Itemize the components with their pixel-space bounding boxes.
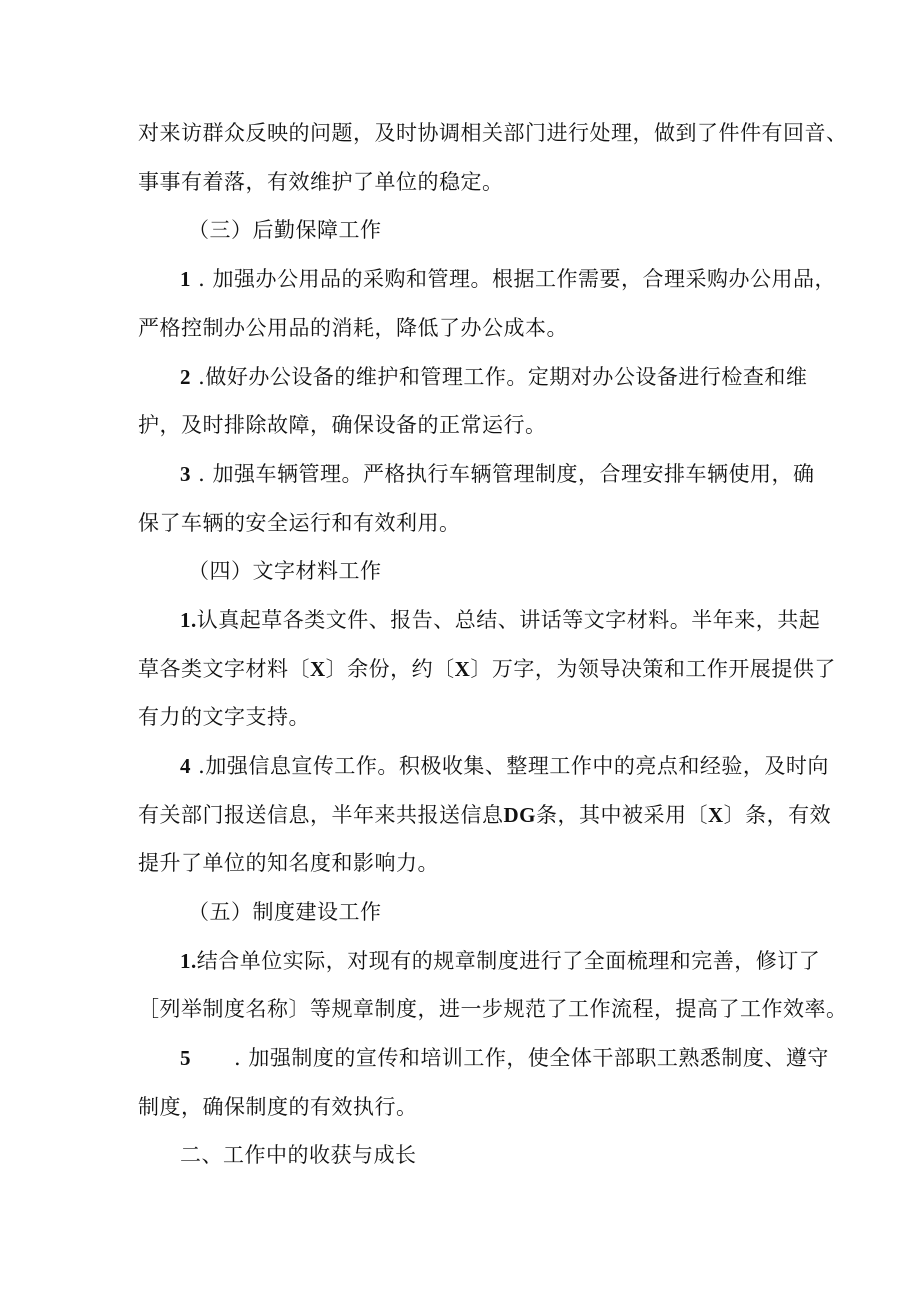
text-span: 条，其中被采用〔 xyxy=(536,803,708,827)
item-number: 4 xyxy=(180,754,191,778)
text-line xyxy=(138,410,547,440)
text-line xyxy=(138,800,831,830)
text-span: 草各类文字材料〔 xyxy=(138,657,310,681)
text-span: 〕万字，为领导决策和工作开展提供了 xyxy=(470,657,836,681)
text-span: .做好办公设备的维护和管理工作。定期对办公设备进行检查和维 xyxy=(191,365,808,389)
text-line xyxy=(138,654,836,684)
text-span: .加强信息宣传工作。积极收集、整理工作中的亮点和经验，及时向 xyxy=(191,754,829,778)
text-span: 〕条，有效 xyxy=(723,803,832,827)
text-span: 有力的文字支持。 xyxy=(138,705,310,729)
text-span: 认真起草各类文件、报告、总结、讲话等文字材料。半年来，共起 xyxy=(196,608,821,632)
text-line xyxy=(180,751,829,781)
text-line xyxy=(180,605,820,635)
placeholder-x: X xyxy=(708,803,724,827)
text-span: 保了车辆的安全运行和有效利用。 xyxy=(138,511,461,535)
chapter-heading xyxy=(180,1140,417,1170)
text-span: 护，及时排除故障，确保设备的正常运行。 xyxy=(138,413,547,437)
text-span: 严格控制办公用品的消耗，降低了办公成本。 xyxy=(138,316,568,340)
text-span: （四）文字材料工作 xyxy=(188,559,382,583)
placeholder-dg: DG xyxy=(503,803,536,827)
item-number: 5 xyxy=(180,1046,191,1070)
section-heading xyxy=(188,897,382,927)
text-line xyxy=(138,118,848,148)
text-line xyxy=(138,994,848,1024)
text-span: （五）制度建设工作 xyxy=(188,900,382,924)
item-number: 2 xyxy=(180,365,191,389)
text-line xyxy=(180,362,807,392)
text-line xyxy=(180,1043,829,1073)
text-line xyxy=(138,1092,418,1122)
text-line xyxy=(138,313,568,343)
text-span: 〕余份，约〔 xyxy=(325,657,455,681)
text-span: 事事有着落，有效维护了单位的稳定。 xyxy=(138,170,504,194)
section-heading xyxy=(188,215,382,245)
text-line xyxy=(180,946,820,976)
text-span: . 加强制度的宣传和培训工作，使全体干部职工熟悉制度、遵守 xyxy=(191,1046,829,1070)
text-span: 提升了单位的知名度和影响力。 xyxy=(138,851,439,875)
item-number: 3 xyxy=(180,462,191,486)
item-number: 1. xyxy=(180,608,197,632)
text-line xyxy=(138,508,461,538)
text-span: 结合单位实际，对现有的规章制度进行了全面梳理和完善，修订了 xyxy=(196,949,821,973)
section-heading xyxy=(188,556,382,586)
text-line xyxy=(180,459,815,489)
text-line xyxy=(138,848,439,878)
text-span: （三）后勤保障工作 xyxy=(188,218,382,242)
item-number: 1 xyxy=(180,267,191,291)
text-span: 制度，确保制度的有效执行。 xyxy=(138,1095,418,1119)
text-span: 对来访群众反映的问题，及时协调相关部门进行处理，做到了件件有回音、 xyxy=(138,121,848,145)
text-line xyxy=(180,264,836,294)
item-number: 1. xyxy=(180,949,197,973)
text-line xyxy=(138,702,310,732)
text-span: 有关部门报送信息，半年来共报送信息 xyxy=(138,803,504,827)
placeholder-x: X xyxy=(310,657,326,681)
text-span: 二、工作中的收获与成长 xyxy=(180,1143,417,1167)
placeholder-x: X xyxy=(454,657,471,681)
text-span: . 加强办公用品的采购和管理。根据工作需要，合理采购办公用品， xyxy=(191,267,837,291)
text-line xyxy=(138,167,504,197)
text-span: . 加强车辆管理。严格执行车辆管理制度，合理安排车辆使用，确 xyxy=(191,462,815,486)
text-span: ［列举制度名称〕等规章制度，进一步规范了工作流程，提高了工作效率。 xyxy=(138,997,848,1021)
